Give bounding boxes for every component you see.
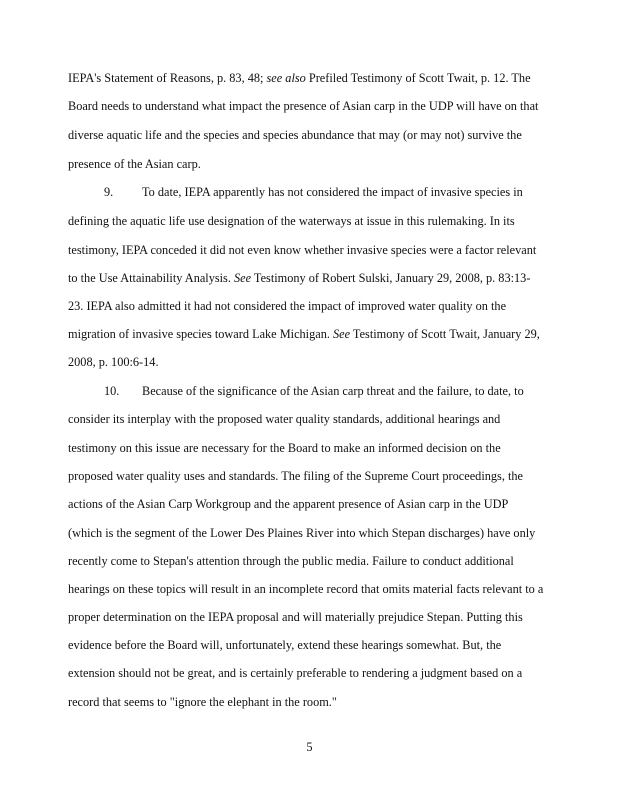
para10-line-12: record that seems to "ignore the elephant in the room." xyxy=(68,695,337,709)
para8-line-1: IEPA's Statement of Reasons, p. 83, 48; see also Prefiled Testimony of Scott Twait, p. 12. The xyxy=(68,71,531,85)
para8-line-4: presence of the Asian carp. xyxy=(68,157,201,171)
para9-line-7: 2008, p. 100:6-14. xyxy=(68,355,159,369)
para8-line-3: diverse aquatic life and the species and species abundance that may (or may not) survive the xyxy=(68,128,522,142)
para10-line-9: proper determination on the IEPA proposal and will materially prejudice Stepan. Putting this xyxy=(68,610,523,624)
para10-line-6: (which is the segment of the Lower Des Plaines River into which Stepan discharges) have only xyxy=(68,526,536,540)
para10-line-5: actions of the Asian Carp Workgroup and the apparent presence of Asian carp in the UDP xyxy=(68,497,509,511)
page-number: 5 xyxy=(306,740,313,754)
para9-line-3: testimony, IEPA conceded it did not even know whether invasive species were a factor relevant xyxy=(68,243,537,257)
para10-line-10: evidence before the Board will, unfortunately, extend these hearings somewhat. But, the xyxy=(68,638,502,652)
para9-line-6: migration of invasive species toward Lake Michigan. See Testimony of Scott Twait, January 29, xyxy=(68,327,540,341)
para9-line-1: 9. To date, IEPA apparently has not considered the impact of invasive species in xyxy=(104,185,523,199)
para9-line-2: defining the aquatic life use designation of the waterways at issue in this rulemaking. In its xyxy=(68,214,515,228)
para10-number: 10. xyxy=(104,384,120,398)
para9-number: 9. xyxy=(104,185,114,199)
para8-line-2: Board needs to understand what impact the presence of Asian carp in the UDP will have on that xyxy=(68,99,539,113)
para10-line-1: 10. Because of the significance of the Asian carp threat and the failure, to date, to xyxy=(104,384,524,398)
para10-line-7: recently come to Stepan's attention through the public media. Failure to conduct additional xyxy=(68,554,514,568)
para10-line-2: consider its interplay with the proposed water quality standards, additional hearings and xyxy=(68,412,501,426)
para10-line-4: proposed water quality uses and standards. The filing of the Supreme Court proceedings, the xyxy=(68,469,523,483)
para9-line-5: 23. IEPA also admitted it had not considered the impact of improved water quality on the xyxy=(68,299,507,313)
para9-line-4: to the Use Attainability Analysis. See Testimony of Robert Sulski, January 29, 2008, p. 83:13- xyxy=(68,271,531,285)
para10-line-11: extension should not be great, and is certainly preferable to rendering a judgment based on a xyxy=(68,666,523,680)
para10-line-3: testimony on this issue are necessary for the Board to make an informed decision on the xyxy=(68,441,501,455)
para10-line-8: hearings on these topics will result in an incomplete record that omits material facts relevant to a xyxy=(68,582,544,596)
